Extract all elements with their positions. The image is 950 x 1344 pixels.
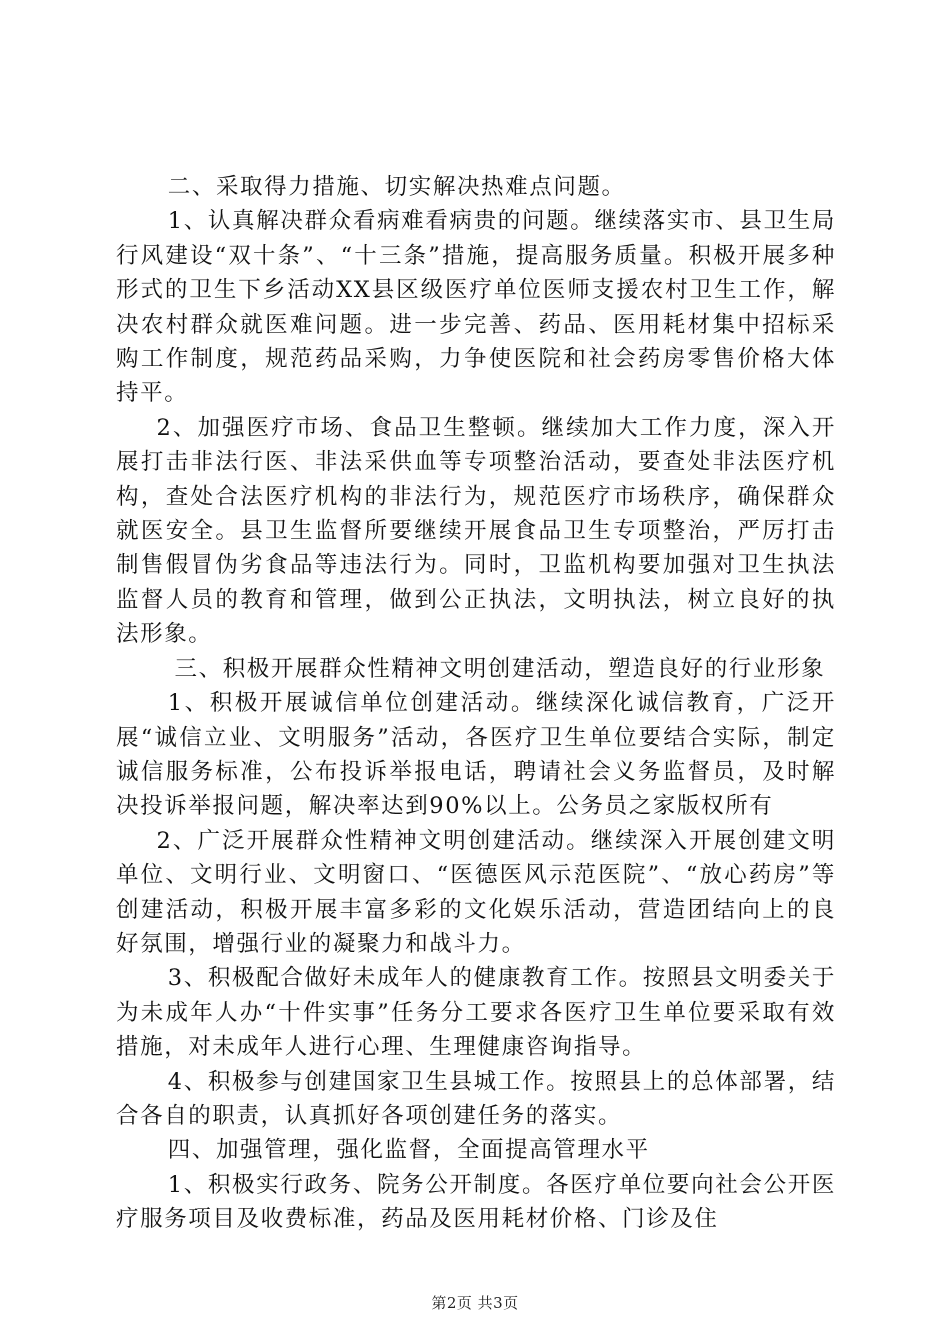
page-number-footer: 第2页 共3页 — [431, 1294, 519, 1312]
section-heading-2: 二、采取得力措施、切实解决热难点问题。 — [167, 174, 626, 200]
paragraph-item-4-1: 1、积极实行政务、院务公开制度。各医疗单位要向社会公开医疗服务项目及收费标准，药品及医用耗材价格、门诊及住 — [116, 1171, 836, 1233]
section-heading-4: 四、加强管理，强化监督，全面提高管理水平 — [167, 1137, 650, 1164]
paragraph-item-3-1: 1、积极开展诚信单位创建活动。继续深化诚信教育，广泛开展“诚信立业、文明服务”活动，各医疗卫生单位要结合实际，制定诚信服务标准，公布投诉举报电话，聘请社会义务监督员，及时解决投诉举报问题，解决率达到90%以上。公务员之家版权所有 — [116, 690, 836, 820]
paragraph-item-3-3: 3、积极配合做好未成年人的健康教育工作。按照县文明委关于为未成年人办“十件实事”任务分工要求各医疗卫生单位要采取有效措施，对未成年人进行心理、生理健康咨询指导。 — [116, 965, 836, 1061]
section-heading-3: 三、积极开展群众性精神文明创建活动，塑造良好的行业形象 — [174, 655, 826, 682]
paragraph-item-2: 2、加强医疗市场、食品卫生整顿。继续加大工作力度，深入开展打击非法行医、非法采供血等专项整治活动，要查处非法医疗机构，查处合法医疗机构的非法行为，规范医疗市场秩序，确保群众就医安全。县卫生监督所要继续开展食品卫生专项整治，严厉打击制售假冒伪劣食品等违法行为。同时，卫监机构要加强对卫生执法监督人员的教育和管理，做到公正执法，文明执法，树立良好的执法形象。 — [116, 414, 836, 648]
paragraph-item-1: 1、认真解决群众看病难看病贵的问题。继续落实市、县卫生局行风建设“双十条”、“十三条”措施，提高服务质量。积极开展多种形式的卫生下乡活动XX县区级医疗单位医师支援农村卫生工作，解决农村群众就医难问题。进一步完善、药品、医用耗材集中招标采购工作制度，规范药品采购，力争使医院和社会药房零售价格大体持平。 — [116, 208, 836, 407]
document-body — [116, 170, 836, 1237]
paragraph-item-3-4: 4、积极参与创建国家卫生县城工作。按照县上的总体部署，结合各自的职责，认真抓好各项创建任务的落实。 — [116, 1068, 836, 1129]
paragraph-item-3-2: 2、广泛开展群众性精神文明创建活动。继续深入开展创建文明单位、文明行业、文明窗口、“医德医风示范医院”、“放心药房”等创建活动，积极开展丰富多彩的文化娱乐活动，营造团结向上的良好氛围，增强行业的凝聚力和战斗力。 — [116, 827, 836, 957]
